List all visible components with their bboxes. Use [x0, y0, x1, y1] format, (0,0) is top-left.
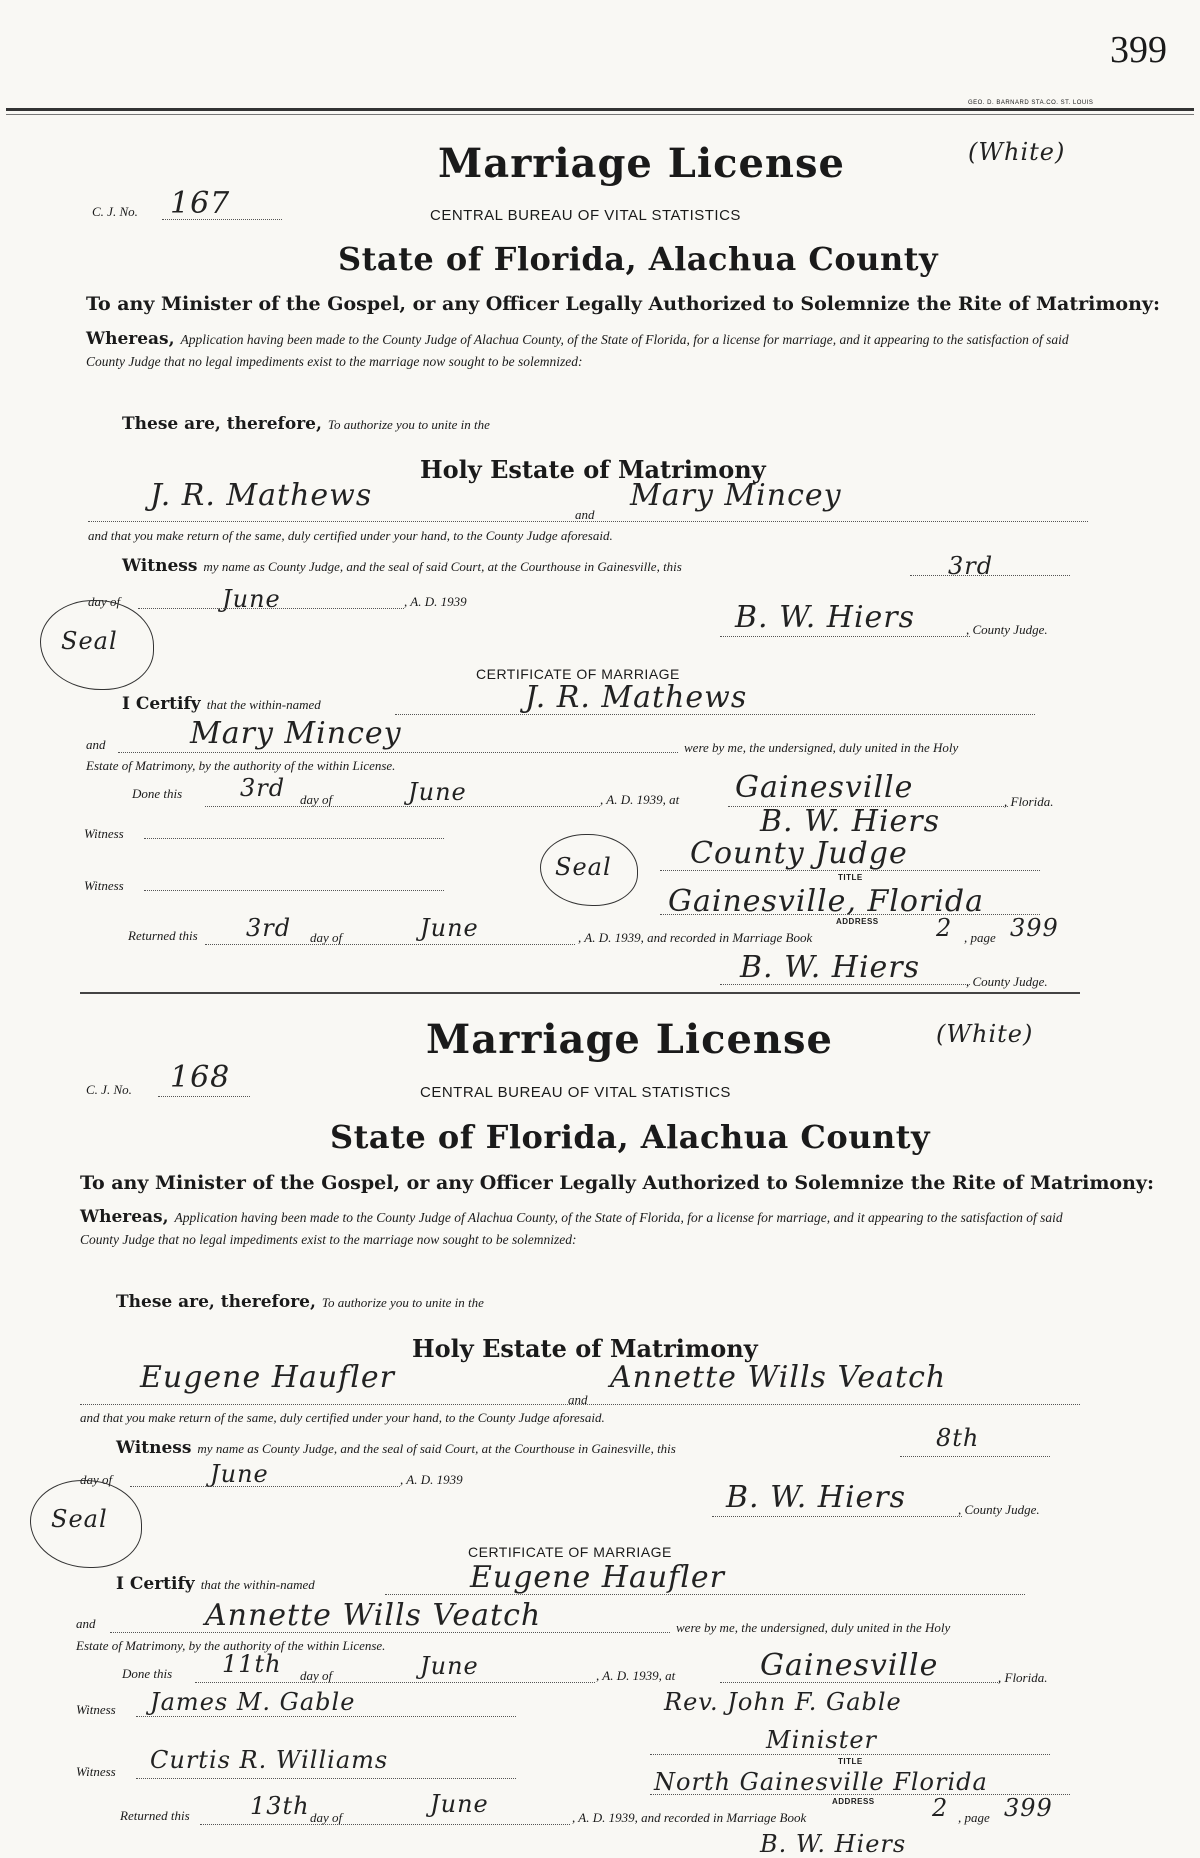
cj-number: 167: [170, 186, 231, 221]
done-year: , A. D. 1939, at: [600, 792, 680, 807]
day-of-label: day of: [88, 594, 121, 609]
officiant-title: County Judge: [690, 836, 908, 871]
license-month: June: [222, 585, 281, 613]
license-title: Marriage License: [438, 140, 845, 187]
cj-number-line: [162, 219, 282, 220]
page-label: , page: [958, 1810, 990, 1825]
holy-estate-heading: Holy Estate of Matrimony: [412, 1334, 758, 1363]
title-line: [650, 1754, 1050, 1755]
bride-name: Mary Mincey: [630, 478, 842, 513]
and-word: and: [575, 507, 595, 522]
witness-lead: Witness: [116, 1438, 192, 1458]
witness-line: [116, 1438, 676, 1458]
returned-judge-signature: B. W. Hiers: [760, 1830, 907, 1858]
returned-this-label: Returned this: [120, 1808, 190, 1823]
book-number: 2: [936, 914, 953, 942]
month-line: [138, 608, 404, 609]
groom-name: Eugene Haufler: [140, 1360, 395, 1395]
top-rule-thin: [6, 114, 1194, 115]
record-divider: [80, 992, 1080, 994]
title-caption: TITLE: [838, 873, 863, 882]
certify-text: that the within-named: [200, 1577, 315, 1592]
done-line: [205, 806, 600, 807]
return-text: and that you make return of the same, duly certified under your hand, to the County Judge aforesaid.: [88, 528, 613, 543]
address-caption: ADDRESS: [836, 917, 879, 926]
whereas-paragraph: [80, 1206, 1080, 1251]
whereas-text: Application having been made to the County Judge of Alachua County, of the State of Florida, for a license for marriage, and it appearing to the satisfaction of said County Judge that no legal impediments exist to the marriage now sought to be solemnized:: [86, 332, 1069, 369]
cert-bride-line: [118, 752, 678, 753]
cert-groom-line: [395, 714, 1035, 715]
returned-day: 3rd: [246, 914, 292, 942]
these-lead: These are, therefore,: [116, 1292, 316, 1312]
certify-lead: I Certify: [122, 694, 201, 714]
done-month: June: [420, 1652, 479, 1680]
judge-signature-line: [712, 1516, 962, 1517]
officiant-title: Minister: [766, 1726, 878, 1754]
cert-and-word: and: [86, 737, 106, 752]
cj-number-label: C. J. No.: [86, 1082, 132, 1097]
done-day-of-label: day of: [300, 1668, 333, 1683]
done-year: , A. D. 1939, at: [596, 1668, 676, 1683]
county-judge-label: , County Judge.: [966, 622, 1048, 637]
officiant-signature: Rev. John F. Gable: [664, 1688, 902, 1716]
officiant-address: North Gainesville Florida: [654, 1768, 988, 1796]
cert-bride-line: [110, 1632, 670, 1633]
title-line: [660, 870, 1040, 871]
state-heading: State of Florida, Alachua County: [338, 240, 939, 278]
witness1-line: [144, 838, 444, 839]
certify-line: [122, 694, 321, 714]
cert-groom-name: J. R. Mathews: [525, 680, 748, 715]
returned-day-of-label: day of: [310, 930, 343, 945]
cj-number: 168: [170, 1060, 231, 1095]
estate-text: Estate of Matrimony, by the authority of the within License.: [86, 758, 396, 773]
address-line-rule: [660, 914, 1040, 915]
witness-day-line: [910, 575, 1070, 576]
day-of-label: day of: [80, 1472, 113, 1487]
returned-day: 13th: [250, 1792, 310, 1820]
certify-text: that the within-named: [206, 697, 321, 712]
license-title: Marriage License: [426, 1016, 833, 1063]
top-rule: [6, 108, 1194, 111]
cert-bride-name: Mary Mincey: [190, 716, 402, 751]
returned-line: [205, 944, 575, 945]
certificate-heading: CERTIFICATE OF MARRIAGE: [476, 666, 680, 682]
cert-groom-line: [385, 1594, 1025, 1595]
witness-line: [122, 556, 682, 576]
these-text: To authorize you to unite in the: [327, 417, 490, 432]
book-number: 2: [932, 1794, 949, 1822]
done-day: 3rd: [240, 774, 286, 802]
certificate-heading: CERTIFICATE OF MARRIAGE: [468, 1544, 672, 1560]
done-month: June: [408, 778, 467, 806]
cj-number-line: [158, 1096, 250, 1097]
whereas-lead: Whereas,: [80, 1207, 169, 1227]
united-text: were by me, the undersigned, duly united in the Holy: [684, 740, 959, 755]
bureau-name: CENTRAL BUREAU OF VITAL STATISTICS: [420, 1084, 731, 1101]
county-judge-label: , County Judge.: [958, 1502, 1040, 1517]
judge-signature-line: [720, 636, 970, 637]
whereas-text: Application having been made to the County Judge of Alachua County, of the State of Florida, for a license for marriage, and it appearing to the satisfaction of said County Judge that no legal impediments exist to the marriage now sought to be solemnized:: [80, 1210, 1063, 1247]
seal-stamp-cert: [540, 834, 638, 906]
race-note: (White): [968, 138, 1066, 166]
license-year: , A. D. 1939: [400, 1472, 463, 1487]
month-line: [130, 1486, 400, 1487]
and-word: and: [568, 1392, 588, 1407]
cert-and-word: and: [76, 1616, 96, 1631]
witness2-line: [144, 890, 444, 891]
bureau-name: CENTRAL BUREAU OF VITAL STATISTICS: [430, 207, 741, 224]
seal-label-cert: Seal: [555, 853, 612, 881]
returned-this-label: Returned this: [128, 928, 198, 943]
returned-month: June: [420, 914, 479, 942]
license-year: , A. D. 1939: [404, 594, 467, 609]
record-page: 399: [1004, 1794, 1053, 1822]
printer-mark: GEO. D. BARNARD STA.CO. ST. LOUIS: [968, 100, 1094, 106]
witness2-line: [136, 1778, 516, 1779]
witness-text: my name as County Judge, and the seal of said Court, at the Courthouse in Gainesville, this: [197, 1441, 676, 1456]
officiant-signature: B. W. Hiers: [760, 804, 941, 839]
whereas-lead: Whereas,: [86, 329, 175, 349]
bride-name: Annette Wills Veatch: [610, 1360, 947, 1395]
seal-label: Seal: [61, 627, 118, 655]
united-text: were by me, the undersigned, duly united in the Holy: [676, 1620, 951, 1635]
done-place-line: [720, 1682, 1000, 1683]
florida-label: , Florida.: [1004, 794, 1054, 809]
state-heading: State of Florida, Alachua County: [330, 1118, 931, 1156]
witness2-name: Curtis R. Williams: [150, 1746, 389, 1774]
these-lead: These are, therefore,: [122, 414, 322, 434]
seal-stamp: [40, 600, 154, 690]
cj-number-label: C. J. No.: [92, 204, 138, 219]
witness1-line: [136, 1716, 516, 1717]
witness1-label: Witness: [76, 1702, 116, 1717]
these-text: To authorize you to unite in the: [321, 1295, 484, 1310]
names-line: [80, 1404, 1080, 1405]
cert-bride-name: Annette Wills Veatch: [205, 1598, 542, 1633]
groom-name: J. R. Mathews: [150, 478, 373, 513]
page-number: 399: [1110, 29, 1167, 71]
returned-day-of-label: day of: [310, 1810, 343, 1825]
done-place: Gainesville: [735, 770, 914, 805]
address-line: To any Minister of the Gospel, or any Officer Legally Authorized to Solemnize the Rite of Matrimony:: [86, 293, 1160, 315]
address-caption: ADDRESS: [832, 1797, 875, 1806]
returned-judge-line: [720, 984, 970, 985]
seal-stamp: [30, 1480, 142, 1568]
done-place: Gainesville: [760, 1648, 939, 1683]
returned-recorded-text: , A. D. 1939, and recorded in Marriage Book: [578, 930, 813, 945]
done-line: [195, 1682, 595, 1683]
page-label: , page: [964, 930, 996, 945]
returned-county-judge-label: , County Judge.: [966, 974, 1048, 989]
witness2-label: Witness: [76, 1764, 116, 1779]
done-day-of-label: day of: [300, 792, 333, 807]
witness-day-line: [900, 1456, 1050, 1457]
witness-lead: Witness: [122, 556, 198, 576]
certify-lead: I Certify: [116, 1574, 195, 1594]
license-month: June: [210, 1460, 269, 1488]
return-text: and that you make return of the same, duly certified under your hand, to the County Judge aforesaid.: [80, 1410, 605, 1425]
record-page: 399: [1010, 914, 1059, 942]
witness-day: 3rd: [948, 552, 994, 580]
done-this-label: Done this: [122, 1666, 173, 1681]
whereas-paragraph: [86, 328, 1086, 373]
judge-signature: B. W. Hiers: [726, 1480, 907, 1515]
florida-label: , Florida.: [998, 1670, 1048, 1685]
estate-text: Estate of Matrimony, by the authority of the within License.: [76, 1638, 386, 1653]
witness2-label: Witness: [84, 878, 124, 893]
witness-text: my name as County Judge, and the seal of said Court, at the Courthouse in Gainesville, this: [203, 559, 682, 574]
names-line: [88, 521, 1088, 522]
officiant-address: Gainesville, Florida: [668, 884, 984, 919]
seal-label: Seal: [51, 1505, 108, 1533]
these-line: [122, 414, 490, 434]
judge-signature: B. W. Hiers: [735, 600, 916, 635]
returned-month: June: [430, 1790, 489, 1818]
witness-day: 8th: [936, 1424, 980, 1452]
title-caption: TITLE: [838, 1757, 863, 1766]
done-day: 11th: [222, 1650, 282, 1678]
witness1-label: Witness: [84, 826, 124, 841]
certify-line: [116, 1574, 315, 1594]
holy-estate-heading: Holy Estate of Matrimony: [420, 455, 766, 484]
returned-line: [200, 1824, 570, 1825]
returned-judge-signature: B. W. Hiers: [740, 950, 921, 985]
these-line: [116, 1292, 484, 1312]
race-note: (White): [936, 1020, 1034, 1048]
witness1-name: James M. Gable: [150, 1688, 356, 1716]
returned-recorded-text: , A. D. 1939, and recorded in Marriage Book: [572, 1810, 807, 1825]
done-this-label: Done this: [132, 786, 183, 801]
cert-groom-name: Eugene Haufler: [470, 1560, 725, 1595]
address-line: To any Minister of the Gospel, or any Officer Legally Authorized to Solemnize the Rite of Matrimony:: [80, 1172, 1154, 1194]
